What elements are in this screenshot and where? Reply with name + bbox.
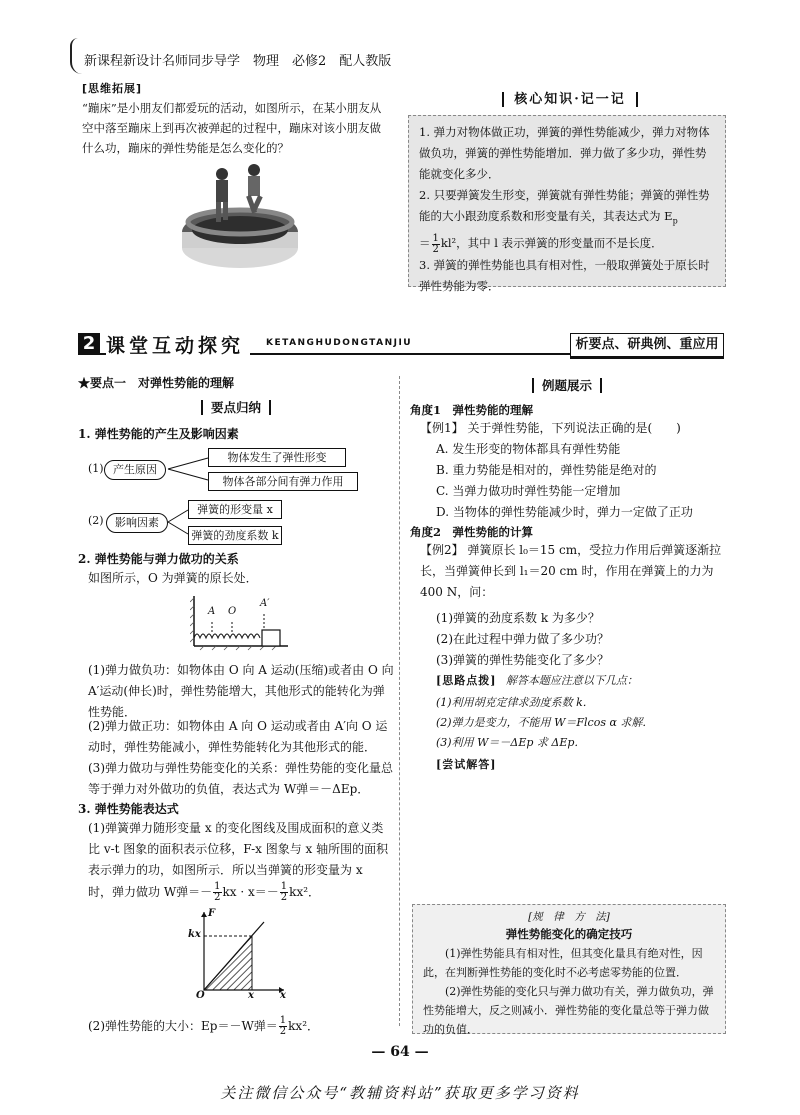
hint-1: (1)利用胡克定律求劲度系数 k． [436, 696, 594, 709]
method-p2: (2)弹性势能的变化只与弹力做功有关，弹力做负功，弹性势能增大，反之则减小．弹性势能的变化量总等于弹力做功的负值． [423, 985, 714, 1036]
core-title-text: 核心知识·记一记 [502, 92, 638, 107]
thinking-extension [82, 80, 387, 158]
watermark-text: 关注微信公众号“教辅资料站”获取更多学习资料 [220, 1084, 580, 1102]
factor-box-2: 弹簧的劲度系数 k [188, 526, 282, 545]
trampoline-image [178, 160, 302, 270]
core-item-2-eq: ＝ [419, 236, 431, 251]
half-frac-1-num: 1 [214, 881, 221, 892]
left-h3: 3. 弹性势能表达式 [78, 802, 179, 816]
thinking-label: [思维拓展] [82, 82, 143, 95]
cause-box-1: 物体发生了弹性形变 [208, 448, 346, 467]
column-divider [399, 376, 400, 1026]
method-p1: (1)弹性势能具有相对性，但其变化量具有绝对性，因此，在判断弹性势能的变化时不必考虑零势能的位置． [423, 947, 703, 979]
method-label: [规 律 方 法] [528, 911, 610, 923]
graph-label-x-axis: x [280, 990, 286, 1001]
left-p5-pre: (2)弹性势能的大小：Ep＝－W弹＝ [88, 1019, 278, 1033]
graph-label-O: O [196, 990, 205, 1001]
half-frac-3-num: 1 [279, 1015, 287, 1026]
example-2-q1: (1)弹簧的劲度系数 k 为多少？ [436, 611, 600, 625]
section-right-label: 析要点、研典例、重应用 [570, 333, 724, 359]
example-1: 【例1】 关于弹性势能，下列说法正确的是( ) [420, 421, 681, 435]
example-2-q3: (3)弹簧的弹性势能变化了多少？ [436, 653, 609, 667]
half-frac-2-num: 1 [280, 881, 288, 892]
concept-map [88, 444, 388, 544]
summary-title-text: 要点归纳 [201, 400, 271, 415]
half-frac-2 [280, 882, 288, 903]
half-frac-3-den: 2 [279, 1026, 287, 1037]
core-knowledge-box [408, 115, 726, 294]
graph-label-F: F [208, 908, 216, 919]
half-frac-2-den: 2 [280, 892, 288, 903]
core-frac-num: 1 [432, 232, 439, 244]
core-item-2-text: 2. 只要弹簧发生形变，弹簧就有弹性势能；弹簧的弹性势能的大小跟劲度系数和形变量有关，其表达式为 E [419, 188, 710, 223]
cause-label: (1) [88, 462, 104, 475]
left-p4b-mid: kx · x＝－ [222, 885, 279, 899]
half-frac-1 [213, 882, 221, 903]
try-label: [尝试解答] [436, 758, 497, 771]
core-knowledge-title [480, 88, 660, 110]
spring-label-O: O [228, 606, 237, 617]
example-title-text: 例题展示 [532, 378, 602, 393]
left-intro: 如图所示，O 为弹簧的原长处． [88, 571, 258, 585]
hint-intro: 解答本题应注意以下几点： [505, 674, 638, 687]
section-title: 课堂互动探究 [106, 331, 250, 358]
half-frac-1-den: 2 [214, 892, 221, 903]
spring-label-A-prime: A′ [260, 598, 270, 609]
factor-label: (2) [88, 514, 104, 527]
core-frac-den: 2 [432, 243, 439, 255]
graph-label-kx: kx [188, 929, 201, 940]
factor-box-1: 弹簧的形变量 x [188, 500, 282, 519]
spring-diagram [190, 592, 290, 652]
example-title [408, 376, 726, 394]
core-item-2 [419, 185, 717, 231]
left-p1: (1)弹力做负功：如物体由 O 向 A 运动(压缩)或者由 O 向 A′运动(伸长)时，弹性势能增大，其他形式的能转化为弹性势能． [88, 663, 394, 719]
example-1-option-d: D. 当物体的弹性势能减少时，弹力一定做了正功 [436, 505, 693, 519]
factor-oval: 影响因素 [106, 513, 168, 533]
hint-2: (2)弹力是变力，不能用 W＝Flcos α 求解． [436, 716, 654, 729]
page-header [70, 38, 750, 78]
core-item-2-sub: p [672, 216, 678, 226]
section-bar [78, 333, 724, 359]
core-item-2-post: kl²，其中 l 表示弹簧的形变量而不是长度． [440, 236, 663, 251]
summary-title [78, 398, 394, 416]
left-p3: (3)弹力做功与弹性势能变化的关系：弹性势能的变化量总等于弹力对外做功的负值，表达式为 W弹＝－ΔEp． [88, 761, 394, 796]
left-p4b-post: kx²． [289, 885, 321, 899]
header-title: 新课程新设计名师同步导学 物理 必修2 配人教版 [84, 54, 392, 69]
example-1-option-c: C. 当弹力做功时弹性势能一定增加 [436, 484, 621, 498]
hint-row [436, 672, 638, 688]
left-p4b [88, 880, 394, 904]
spring-label-A: A [208, 606, 216, 617]
left-h1: 1. 弹性势能的产生及影响因素 [78, 427, 239, 441]
left-p4: (1)弹簧弹力随形变量 x 的变化图线及围成面积的意义类比 v-t 图象的面积表示位移，F-x 图象与 x 轴所围的面积表示弹力的功，如图所示．所以当弹簧的形变量为 x [88, 821, 389, 877]
method-box [412, 904, 726, 1034]
header-swash [70, 38, 82, 74]
cause-oval: 产生原因 [104, 460, 166, 480]
section-pinyin: KETANGHUDONGTANJIU [266, 338, 416, 348]
left-p4b-pre: 时，弹力做功 W弹＝－ [88, 885, 213, 899]
core-item-2-cont [419, 231, 717, 255]
core-frac [432, 234, 440, 255]
left-p5 [88, 1014, 394, 1038]
angle-2: 角度2 弹性势能的计算 [410, 525, 534, 539]
left-h2: 2. 弹性势能与弹力做功的关系 [78, 552, 239, 566]
left-p2: (2)弹力做正功：如物体由 A 向 O 运动或者由 A′向 O 运动时，弹性势能减小，弹性势能转化为其他形式的能． [88, 719, 388, 754]
hint-label: [思路点拨] [436, 674, 497, 687]
angle-1: 角度1 弹性势能的理解 [410, 403, 534, 417]
example-2-q2: (2)在此过程中弹力做了多少功？ [436, 632, 609, 646]
graph-label-x-tick: x [248, 990, 254, 1001]
hint-3: (3)利用 W＝－ΔEp 求 ΔEp． [436, 736, 586, 749]
core-item-1: 1. 弹力对物体做正功，弹簧的弹性势能减少，弹力对物体做负功，弹簧的弹性势能增加．弹力做了多少功，弹性势能就变化多少． [419, 125, 710, 181]
cause-box-2: 物体各部分间有弹力作用 [208, 472, 358, 491]
method-title: 弹性势能变化的确定技巧 [505, 927, 633, 941]
section-number: 2 [78, 333, 100, 355]
key-point-heading: ★要点一 对弹性势能的理解 [78, 376, 235, 390]
half-frac-3 [279, 1016, 287, 1037]
example-2: 【例2】 弹簧原长 l₀＝15 cm，受拉力作用后弹簧逐渐拉长，当弹簧伸长到 l₁＝20 cm 时，作用在弹簧上的力为 400 N，问： [420, 543, 722, 599]
example-1-option-a: A. 发生形变的物体都具有弹性势能 [436, 442, 621, 456]
thinking-text: “蹦床”是小朋友们都爱玩的活动，如图所示，在某小朋友从空中落至蹦床上到再次被弹起的过程中，蹦床对该小朋友做什么功，蹦床的弹性势能是怎么变化的？ [82, 101, 382, 155]
left-p5-post: kx²． [288, 1019, 320, 1033]
core-item-3: 3. 弹簧的弹性势能也具有相对性，一般取弹簧处于原长时弹性势能为零． [419, 258, 710, 294]
fx-graph [188, 908, 288, 1004]
example-1-option-b: B. 重力势能是相对的，弹性势能是绝对的 [436, 463, 657, 477]
page-number: — 64 — [371, 1044, 429, 1060]
